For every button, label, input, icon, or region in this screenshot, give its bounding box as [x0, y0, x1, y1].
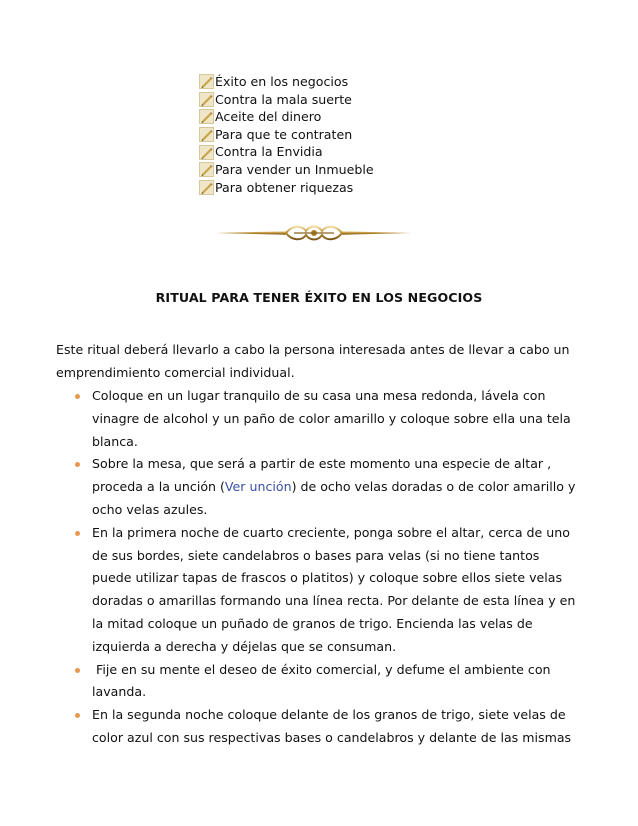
- list-item: [56, 522, 576, 659]
- list-item[interactable]: [199, 161, 374, 179]
- link-label: Éxito en los negocios: [215, 74, 349, 89]
- link-label: Aceite del dinero: [215, 109, 322, 125]
- bullet-text: En la primera noche de cuarto creciente, ponga sobre el altar, cerca de uno de sus bordes, siete candelabros o bases para velas (si no tiene tantos puede utilizar tapas de frascos o platitos) y coloque sobre ellos siete velas doradas o amarillas formando una línea recta. Por delante de esta línea y en la mitad coloque un puñado de granos de trigo. Encienda las velas de izquierda a derecha y déjelas que se consuman.: [92, 524, 576, 654]
- bullet-icon: [75, 531, 80, 536]
- intro-paragraph: Este ritual deberá llevarlo a cabo la persona interesada antes de llevar a cabo un emprendimiento comercial individual.: [56, 342, 570, 380]
- ornament-divider: [216, 223, 412, 243]
- pencil-icon: [199, 180, 214, 195]
- instruction-list: [56, 385, 576, 750]
- link-label: Para vender un Inmueble: [215, 161, 374, 177]
- list-item[interactable]: [199, 126, 374, 144]
- link-label: Para que te contraten: [215, 126, 353, 142]
- list-item[interactable]: [199, 73, 374, 91]
- pencil-icon: [199, 127, 214, 142]
- list-item: [56, 659, 576, 705]
- unction-link[interactable]: Ver unción: [224, 479, 292, 495]
- list-item: [56, 704, 576, 750]
- link-label: Para obtener riquezas: [215, 179, 354, 195]
- bullet-text-before: Sobre la mesa, que será a partir de este momento una especie de altar , proceda a la unción (: [92, 456, 552, 495]
- link-label: Contra la mala suerte: [215, 91, 352, 107]
- bullet-icon: [75, 668, 80, 673]
- bullet-text-after: ) de ocho velas doradas o de color amarillo y ocho velas azules.: [92, 479, 576, 517]
- bullet-icon: [75, 462, 80, 467]
- page-title: RITUAL PARA TENER ÉXITO EN LOS NEGOCIOS: [155, 290, 483, 305]
- bullet-text: En la segunda noche coloque delante de los granos de trigo, siete velas de color azul con sus respectivas bases o candelabros y delante de las mismas: [92, 707, 572, 745]
- bullet-text: Coloque en un lugar tranquilo de su casa una mesa redonda, lávela con vinagre de alcohol y un paño de color amarillo y coloque sobre ella una tela blanca.: [92, 388, 571, 449]
- pencil-icon: [199, 74, 214, 89]
- list-item[interactable]: [199, 143, 374, 161]
- pencil-icon: [199, 109, 214, 124]
- list-item: [56, 453, 576, 521]
- list-item[interactable]: [199, 179, 374, 197]
- bullet-icon: [75, 713, 80, 718]
- list-item: [56, 385, 576, 453]
- list-item[interactable]: [199, 108, 374, 126]
- bullet-icon: [75, 394, 80, 399]
- pencil-icon: [199, 92, 214, 107]
- link-label: Contra la Envidia: [215, 144, 323, 160]
- bullet-text: Fije en su mente el deseo de éxito comercial, y defume el ambiente con lavanda.: [92, 661, 555, 700]
- pencil-icon: [199, 145, 214, 160]
- related-links-list: [199, 73, 374, 196]
- pencil-icon: [199, 162, 214, 177]
- list-item[interactable]: [199, 91, 374, 109]
